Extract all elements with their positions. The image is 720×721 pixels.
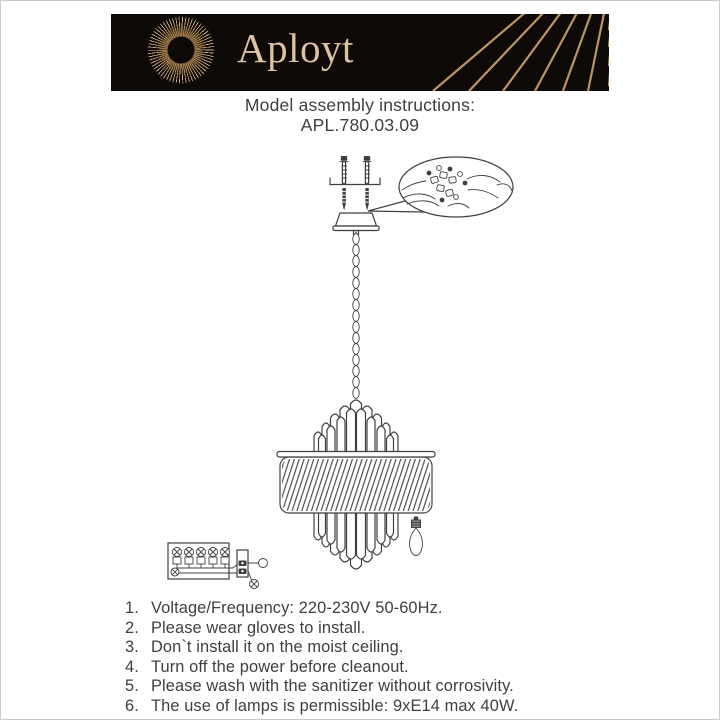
- instruction-number: 3.: [125, 638, 139, 657]
- wire-connection-detail-bubble: [368, 157, 513, 217]
- instruction-text: Turn off the power before cleanout.: [151, 657, 409, 676]
- instruction-number: 6.: [125, 696, 139, 715]
- instruction-item: [125, 697, 625, 717]
- instruction-text: Please wash with the sanitizer without corrosivity.: [151, 677, 514, 696]
- ceiling-canopy-drawing: [333, 213, 379, 235]
- instruction-text: Voltage/Frequency: 220-230V 50-60Hz.: [151, 599, 443, 617]
- page-title: Model assembly instructions:: [244, 95, 476, 115]
- instruction-number: 4.: [125, 657, 139, 676]
- wiring-diagram-drawing: [168, 543, 268, 589]
- chain-drawing: [353, 232, 359, 398]
- instruction-text: Don`t install it on the moist ceiling.: [151, 638, 404, 657]
- instruction-item: [125, 677, 625, 697]
- shade-drum-drawing: [277, 452, 435, 514]
- brand-name: Aployt: [237, 25, 354, 71]
- instruction-item: [125, 658, 625, 678]
- instruction-number: 5.: [125, 677, 139, 696]
- model-number: APL.780.03.09: [300, 115, 420, 135]
- bulb-drawing: [410, 517, 423, 556]
- instructions-list: [125, 599, 625, 717]
- bottom-crystals-drawing: [314, 512, 398, 569]
- instruction-text: Please wear gloves to install.: [151, 618, 366, 637]
- instruction-item: [125, 599, 625, 619]
- mounting-hardware-drawing: [330, 156, 380, 211]
- instruction-text: The use of lamps is permissible: 9xE14 max 40W.: [151, 696, 519, 715]
- instruction-item: [125, 619, 625, 639]
- top-crystals-drawing: [314, 400, 398, 459]
- instruction-item: [125, 638, 625, 658]
- instruction-number: 1.: [125, 599, 139, 617]
- instruction-number: 2.: [125, 618, 139, 637]
